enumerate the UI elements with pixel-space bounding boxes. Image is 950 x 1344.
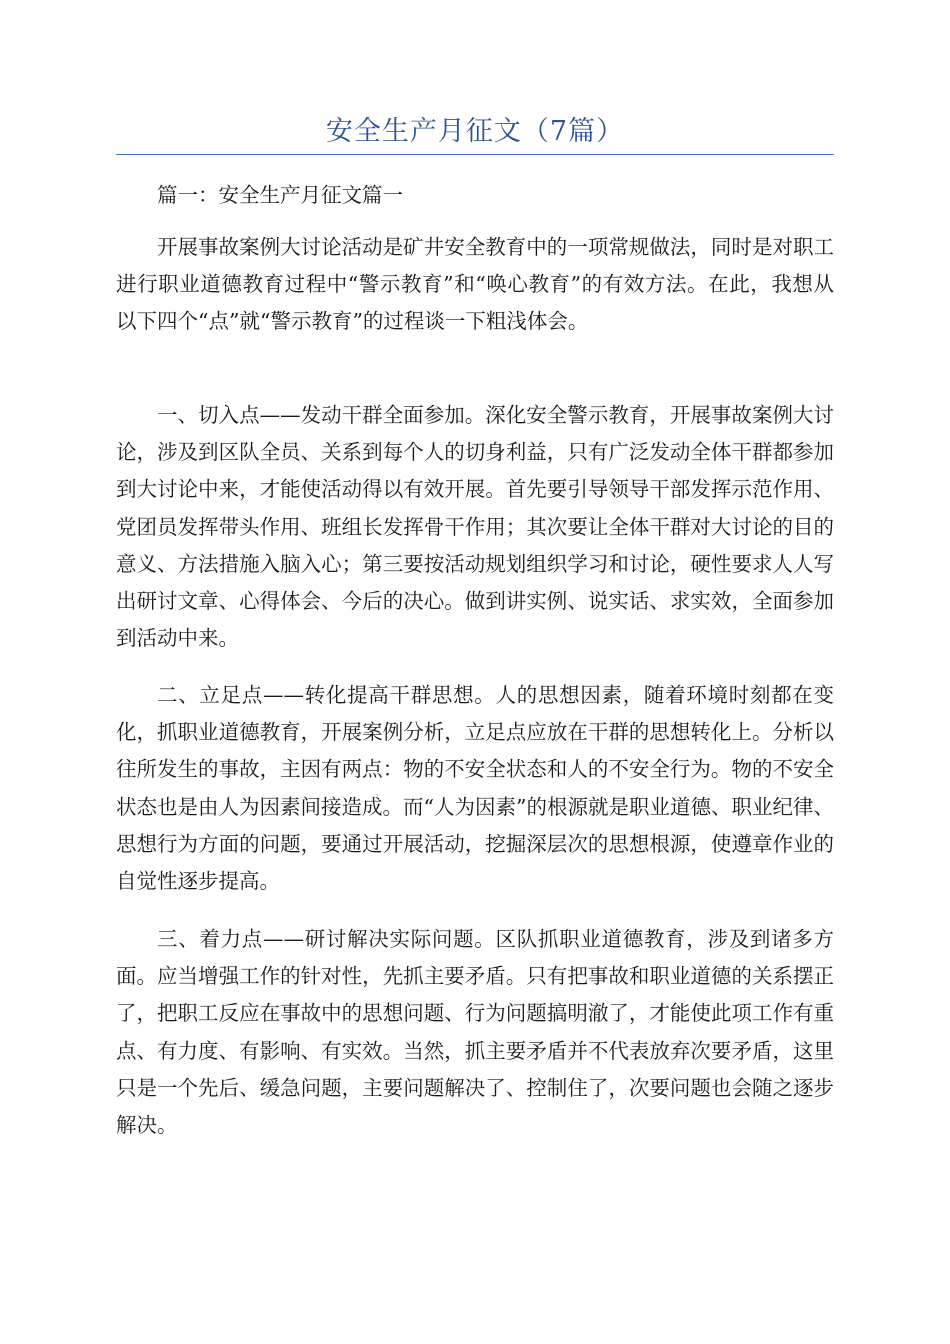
paragraph-intro: 开展事故案例大讨论活动是矿井安全教育中的一项常规做法，同时是对职工进行职业道德教育过程中“警示教育”和“唤心教育”的有效方法。在此，我想从以下四个“点”就“警示教育”的过程谈一下粗浅体会。 (116, 235, 834, 334)
paragraph-point-one: 一、切入点——发动干群全面参加。深化安全警示教育，开展事故案例大讨论，涉及到区队全员、关系到每个人的切身利益，只有广泛发动全体干群都参加到大讨论中来，才能使活动得以有效开展。首先要引导领导干部发挥示范作用、党团员发挥带头作用、班组长发挥骨干作用；其次要让全体干群对大讨论的目的意义、方法措施入脑入心；第三要按活动规划组织学习和讨论，硬性要求人人写出研讨文章、心得体会、今后的决心。做到讲实例、说实话、求实效，全面参加到活动中来。 (116, 403, 834, 651)
title-underline (116, 154, 834, 155)
paragraph-point-two: 二、立足点——转化提高干群思想。人的思想因素，随着环境时刻都在变化，抓职业道德教育，开展案例分析，立足点应放在干群的思想转化上。分析以往所发生的事故，主因有两点：物的不安全状态和人的不安全行为。物的不安全状态也是由人为因素间接造成。而“人为因素”的根源就是职业道德、职业纪律、思想行为方面的问题，要通过开展活动，挖掘深层次的思想根源，使遵章作业的自觉性逐步提高。 (116, 683, 834, 894)
paragraph-point-three: 三、着力点——研讨解决实际问题。区队抓职业道德教育，涉及到诸多方面。应当增强工作的针对性，先抓主要矛盾。只有把事故和职业道德的关系摆正了，把职工反应在事故中的思想问题、行为问题搞明澈了，才能使此项工作有重点、有力度、有影响、有实效。当然，抓主要矛盾并不代表放弃次要矛盾，这里只是一个先后、缓急问题，主要问题解决了、控制住了，次要问题也会随之逐步解决。 (116, 927, 834, 1138)
section-heading: 篇一：安全生产月征文篇一 (157, 183, 403, 207)
document-title: 安全生产月征文（7篇） (325, 116, 625, 147)
